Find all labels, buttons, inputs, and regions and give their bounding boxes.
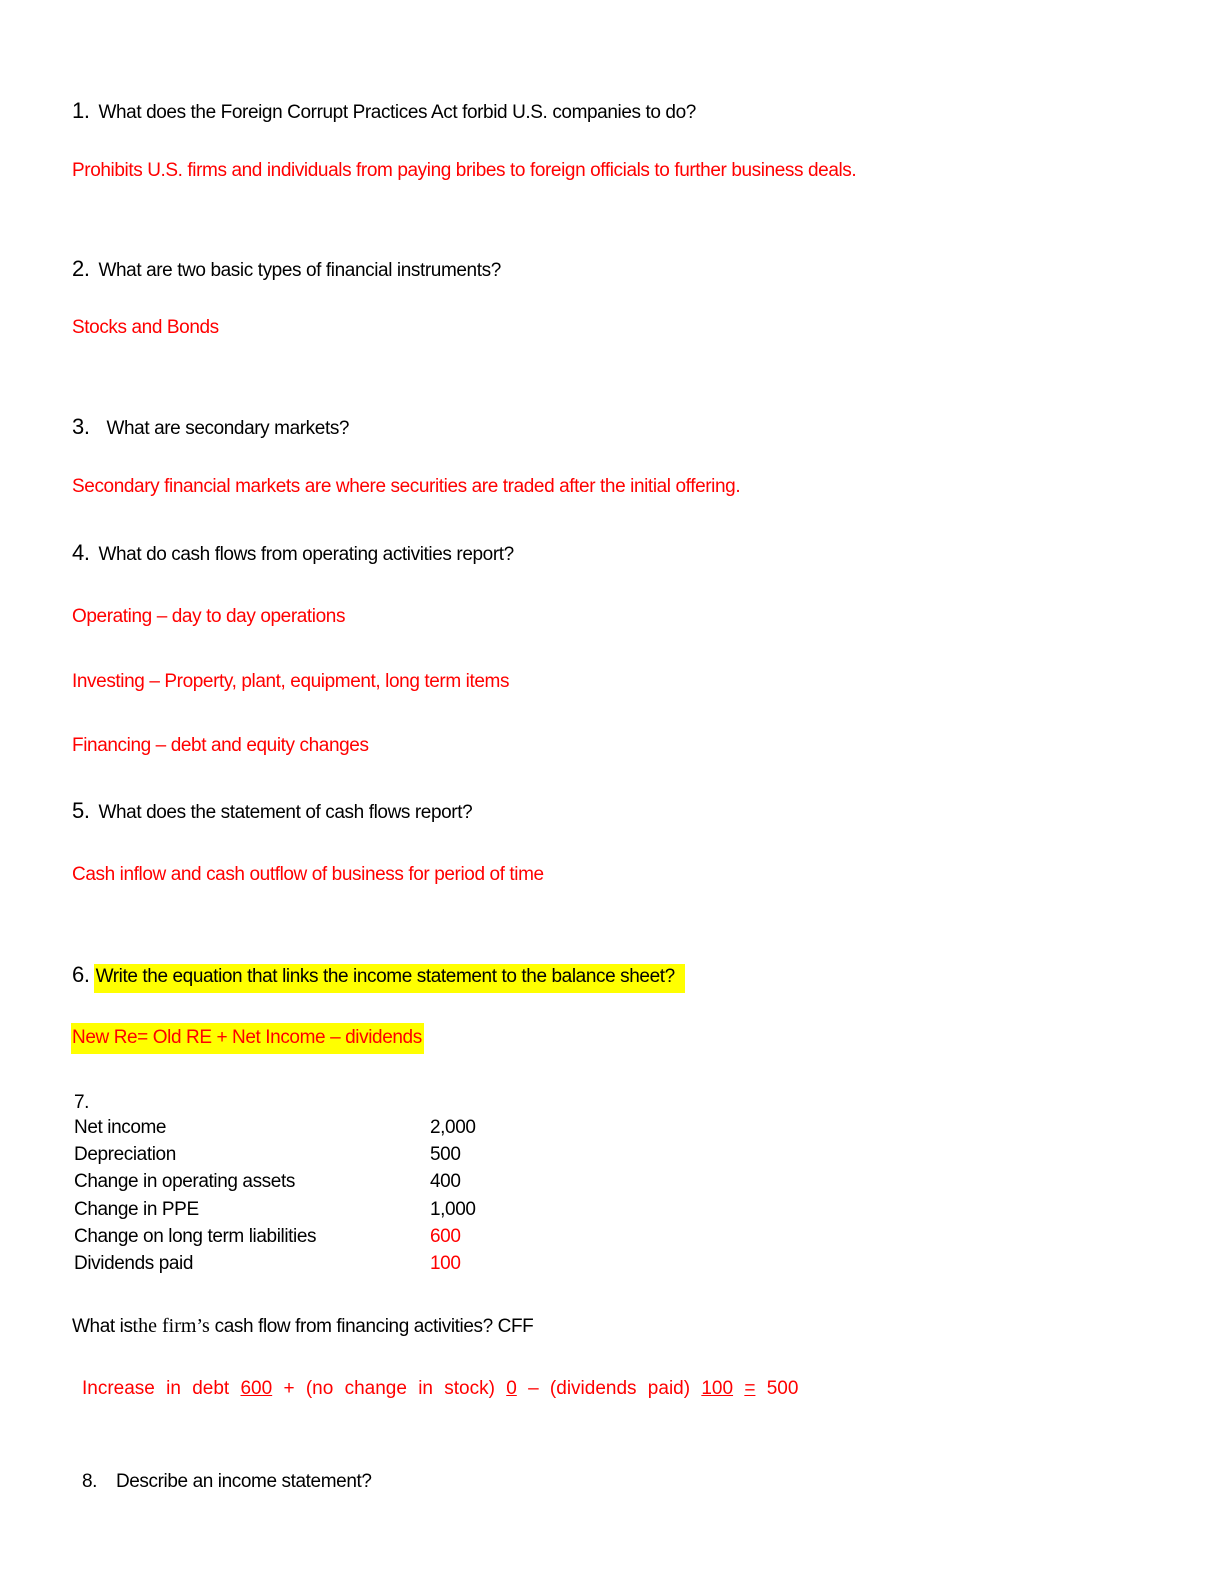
row-label: Depreciation (74, 1144, 176, 1166)
table-row (74, 1253, 494, 1280)
answer-4-investing: Investing – Property, plant, equipment, long term items (72, 671, 510, 692)
question-number: 8. (82, 1471, 98, 1492)
formula-result: 500 (766, 1378, 799, 1399)
question-text: What does the statement of cash flows report? (98, 802, 473, 823)
table-row (74, 1199, 494, 1226)
row-value: 400 (430, 1171, 461, 1193)
question-number: 2. (72, 256, 90, 281)
formula-part: Increase in debt (82, 1378, 230, 1399)
question-text: What are two basic types of financial instruments? (98, 260, 501, 281)
formula-equals: = (744, 1378, 756, 1399)
table-row (74, 1226, 494, 1253)
q7-question-part: What is (72, 1316, 133, 1337)
table-row (74, 1171, 494, 1198)
answer-6 (71, 1027, 424, 1049)
answer-4-operating: Operating – day to day operations (72, 606, 346, 627)
q7-question-part: cash flow from financing activities? CFF (214, 1316, 534, 1337)
question-text-highlighted: Write the equation that links the income statement to the balance sheet? (94, 964, 685, 993)
answer-4-financing: Financing – debt and equity changes (72, 735, 369, 756)
question-1 (72, 98, 696, 124)
question-5 (72, 798, 472, 824)
q7-question-part: the firm’s (132, 1315, 210, 1337)
formula-stock-value: 0 (506, 1378, 517, 1399)
table-row (74, 1117, 494, 1144)
q7-data-table (74, 1117, 494, 1280)
table-row (74, 1144, 494, 1171)
question-2 (72, 256, 501, 282)
question-4 (72, 540, 514, 566)
question-8 (82, 1471, 372, 1493)
formula-dividends-value: 100 (701, 1378, 734, 1399)
formula-debt-value: 600 (240, 1378, 273, 1399)
row-value-highlighted: 100 (430, 1252, 461, 1274)
question-text: What do cash flows from operating activities report? (98, 544, 514, 565)
answer-1: Prohibits U.S. firms and individuals from paying bribes to foreign officials to further business deals. (72, 160, 857, 181)
row-label: Change on long term liabilities (74, 1225, 317, 1247)
row-label: Change in operating assets (74, 1171, 295, 1193)
question-3 (72, 414, 349, 440)
formula-part: – (dividends paid) (528, 1378, 691, 1399)
question-number: 3. (72, 414, 90, 439)
q7-answer-formula (82, 1378, 798, 1400)
question-7-number: 7. (74, 1092, 90, 1113)
row-value-highlighted: 600 (430, 1225, 461, 1247)
q7-question-text (72, 1315, 533, 1338)
row-value: 2,000 (430, 1117, 476, 1138)
question-text: What are secondary markets? (106, 418, 350, 439)
formula-part: + (no change in stock) (283, 1378, 495, 1399)
answer-2: Stocks and Bonds (72, 317, 219, 338)
question-text: What does the Foreign Corrupt Practices Act forbid U.S. companies to do? (98, 102, 696, 123)
row-value: 1,000 (430, 1198, 476, 1220)
question-text: Describe an income statement? (115, 1471, 372, 1492)
row-label: Net income (74, 1117, 167, 1138)
question-number: 1. (72, 98, 90, 123)
question-number: 4. (72, 540, 90, 565)
question-number: 6. (72, 962, 90, 987)
question-6 (72, 962, 685, 988)
answer-3: Secondary financial markets are where securities are traded after the initial offering. (72, 476, 741, 497)
answer-5: Cash inflow and cash outflow of business for period of time (72, 864, 544, 885)
row-value: 500 (430, 1144, 461, 1166)
answer-6-highlighted: New Re= Old RE + Net Income – dividends (71, 1023, 424, 1054)
question-number: 5. (72, 798, 90, 823)
row-label: Dividends paid (74, 1252, 194, 1274)
row-label: Change in PPE (74, 1198, 199, 1220)
